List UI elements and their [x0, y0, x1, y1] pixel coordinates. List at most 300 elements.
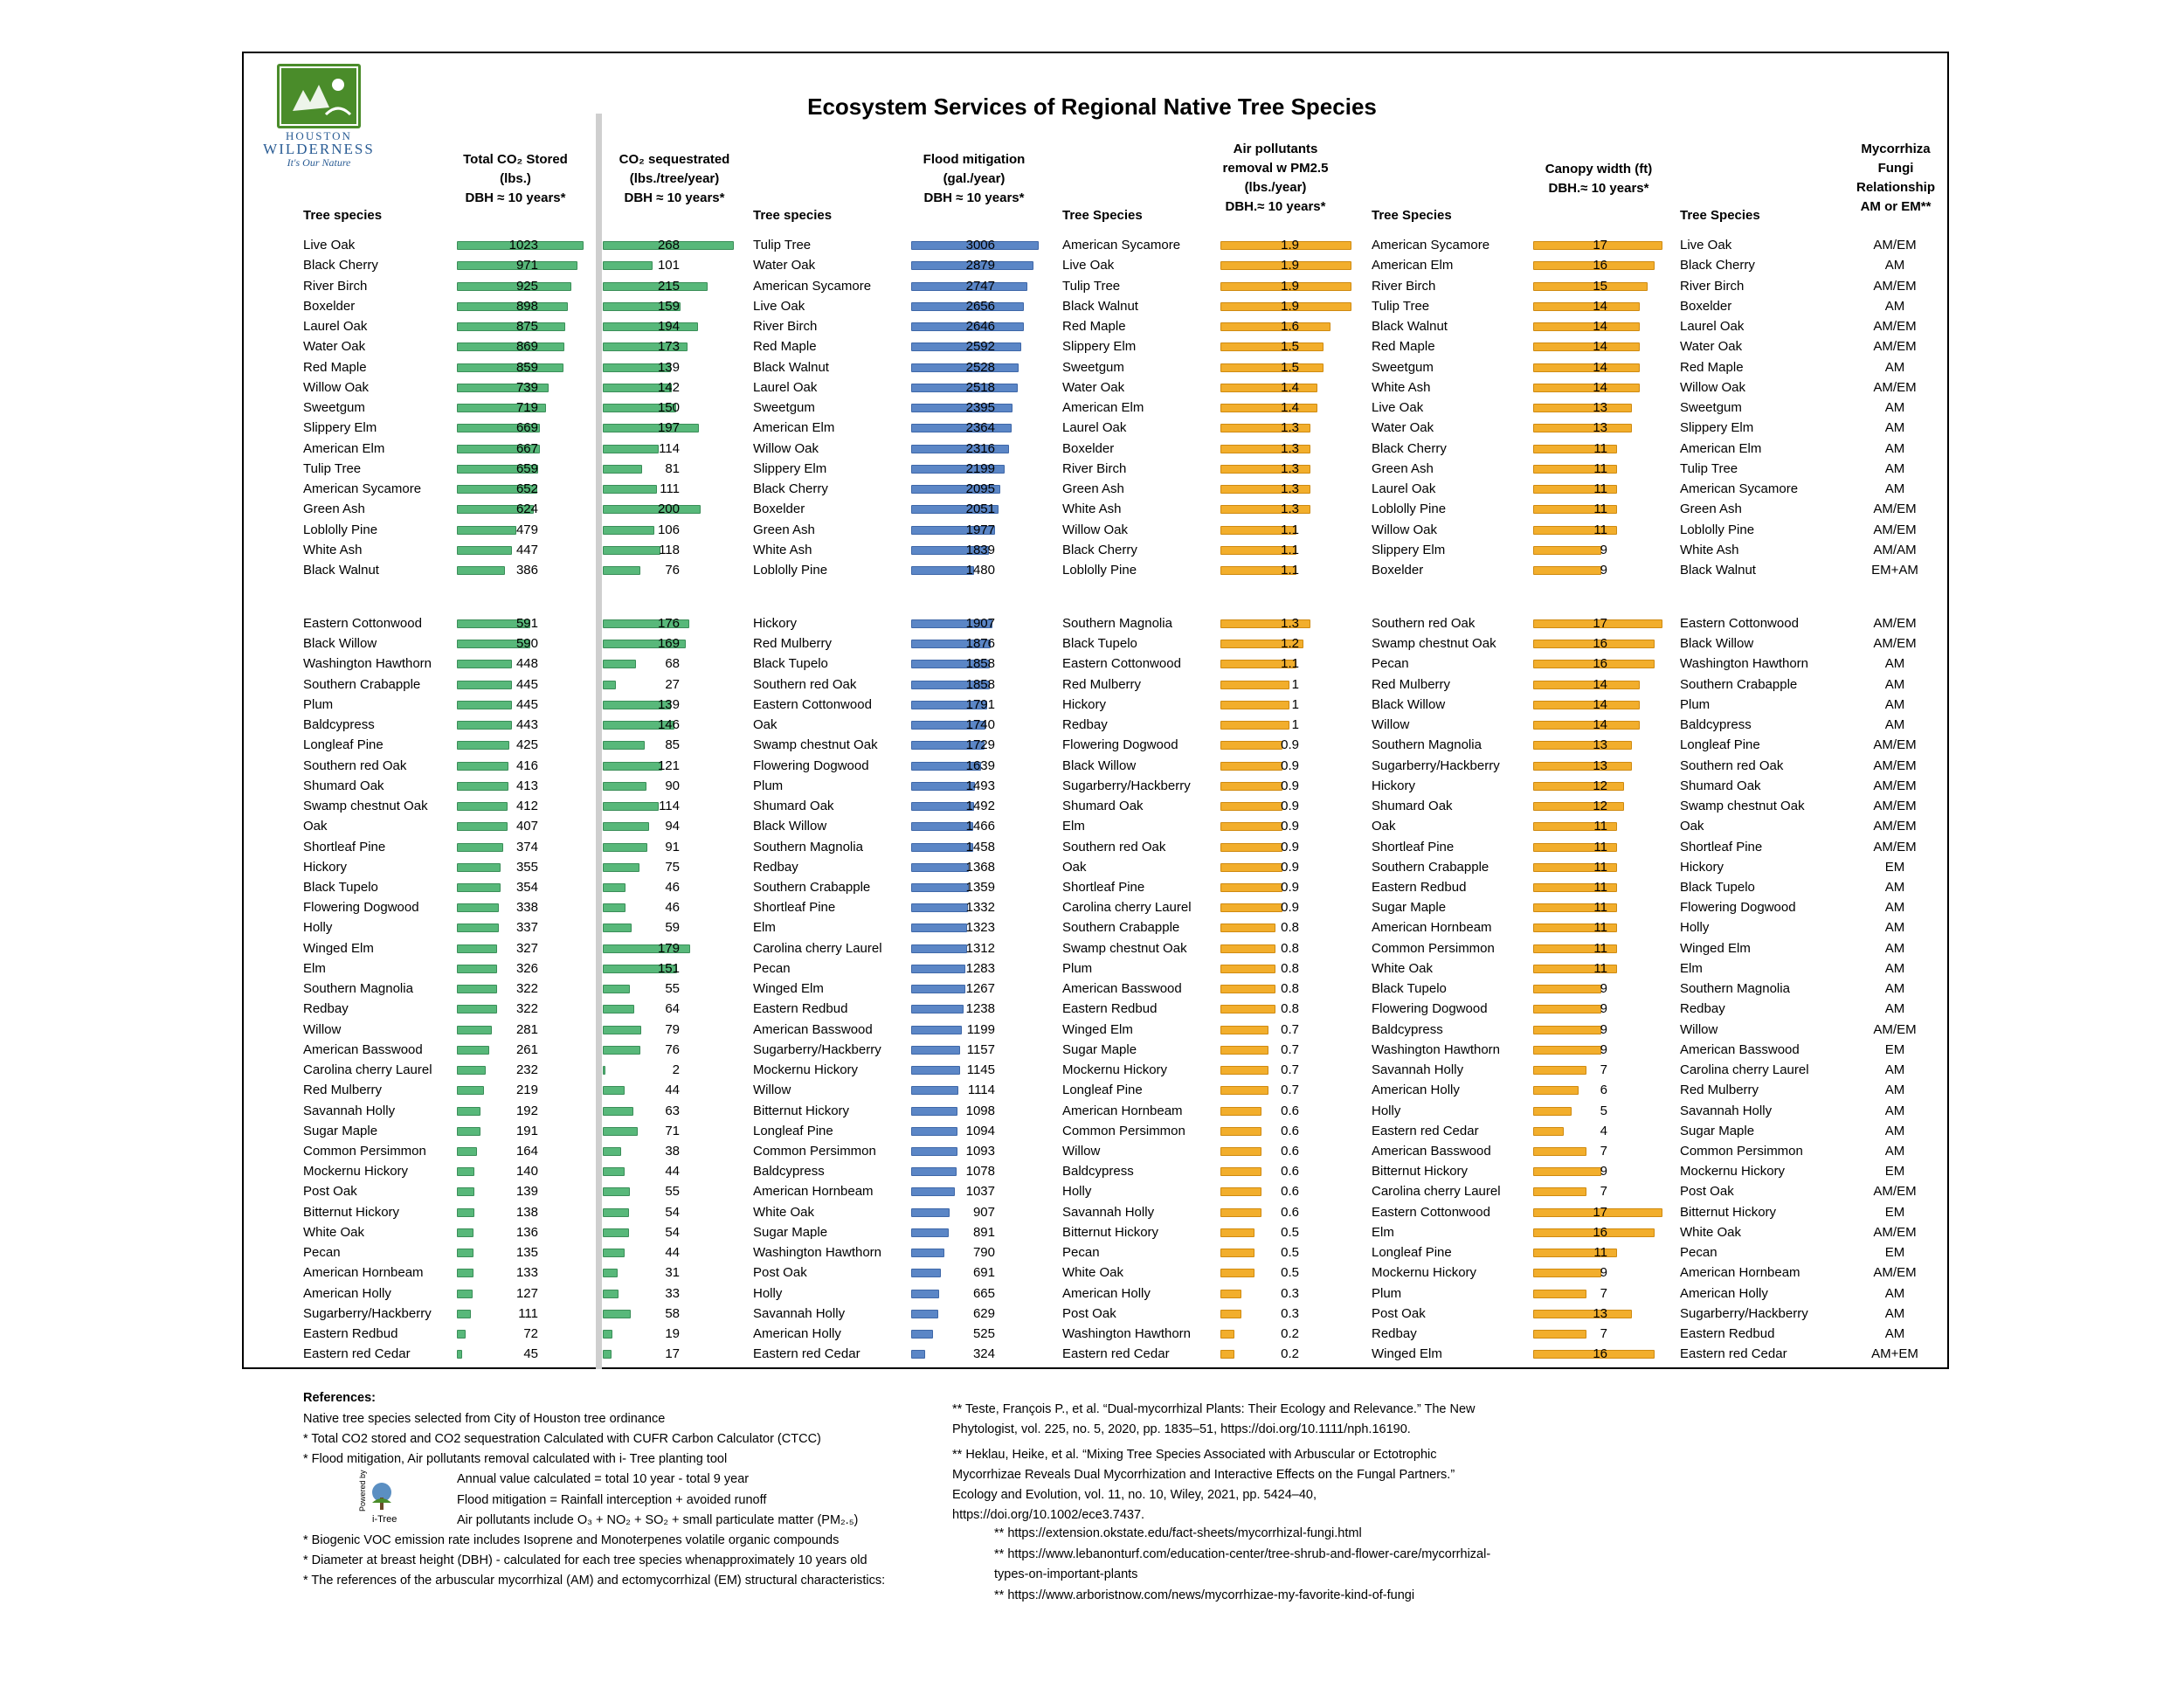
co2-seq-value: 106 [657, 522, 680, 537]
flood-value: 1094 [965, 1123, 995, 1138]
tree-name: Baldcypress [753, 1164, 825, 1180]
tree-species-header: Tree species [303, 208, 383, 223]
co2-seq-value: 27 [665, 676, 680, 692]
tree-name: Laurel Oak [753, 379, 818, 395]
tree-name: Mockernu Hickory [1372, 1265, 1477, 1281]
tree-name: American Holly [1062, 1285, 1151, 1301]
tree-name: River Birch [1062, 460, 1127, 476]
air-value: 1 [1291, 696, 1299, 712]
header-myco-line: AM or EM** [1860, 199, 1932, 214]
co2-seq-value: 215 [657, 278, 680, 294]
tree-name: Green Ash [753, 522, 815, 537]
mycorrhiza-relationship: AM [1884, 1083, 1905, 1098]
flood-value: 1238 [965, 1001, 995, 1017]
reference-note-line: * Biogenic VOC emission rate includes Isoprene and Monoterpenes volatile organic compounds [303, 1533, 840, 1547]
tree-name: Southern Crabapple [303, 676, 421, 692]
flood-value: 324 [972, 1346, 995, 1362]
flood-value: 1858 [965, 656, 995, 672]
tree-name: Hickory [1372, 778, 1416, 793]
mycorrhiza-relationship: AM/EM [1873, 737, 1917, 753]
tree-name: Black Walnut [753, 359, 829, 375]
tree-name: Black Cherry [753, 481, 828, 496]
co2-stored-bar [457, 1208, 474, 1217]
tree-name: Oak [303, 819, 328, 834]
co2-stored-value: 135 [515, 1245, 538, 1261]
itree-name: i-Tree [372, 1514, 397, 1525]
tree-name: American Holly [1372, 1083, 1460, 1098]
itree-note-line: Annual value calculated = total 10 year - total 9 year [457, 1472, 750, 1486]
tree-name: Southern Crabapple [753, 879, 871, 895]
flood-value: 1858 [965, 676, 995, 692]
mycorrhiza-relationship: AM/EM [1873, 616, 1917, 631]
co2-seq-value: 2 [672, 1062, 680, 1078]
tree-name: Laurel Oak [1680, 319, 1745, 334]
citation-url-line: types-on-important-plants [994, 1567, 1138, 1581]
header-air-line: removal w PM2.5 [1222, 161, 1329, 176]
itree-powered-by: Powered by [358, 1470, 367, 1512]
air-value: 0.6 [1281, 1164, 1299, 1180]
tree-name: Mockernu Hickory [1680, 1164, 1786, 1180]
canopy-value: 14 [1593, 717, 1607, 733]
itree-note-line: Air pollutants include O₃ + NO₂ + SO₂ + small particulate matter (PM₂.₅) [457, 1513, 859, 1527]
tree-name: American Sycamore [1680, 481, 1799, 496]
tree-name: Southern red Oak [1062, 839, 1166, 854]
flood-value: 1157 [966, 1041, 995, 1057]
tree-name: Black Tupelo [303, 879, 378, 895]
co2-seq-value: 71 [665, 1123, 680, 1138]
tree-name: Tulip Tree [1680, 460, 1738, 476]
tree-name: Eastern red Cedar [753, 1346, 860, 1362]
tree-name: Eastern red Cedar [1680, 1346, 1787, 1362]
tree-name: Eastern Redbud [1680, 1326, 1775, 1342]
tree-name: Southern red Oak [753, 676, 857, 692]
tree-name: Black Willow [753, 819, 827, 834]
tree-name: Sweetgum [1062, 359, 1124, 375]
tree-name: Boxelder [1680, 298, 1732, 314]
air-value: 1.9 [1281, 278, 1299, 294]
tree-name: Loblolly Pine [303, 522, 378, 537]
references-heading: References: [303, 1391, 377, 1405]
flood-value: 2364 [965, 420, 995, 436]
co2-stored-value: 479 [515, 522, 538, 537]
co2-stored-bar [457, 1147, 477, 1156]
flood-value: 1098 [965, 1103, 995, 1118]
flood-value: 2316 [965, 440, 995, 456]
flood-value: 2747 [965, 278, 995, 294]
tree-name: Common Persimmon [1062, 1123, 1185, 1138]
air-value: 0.7 [1281, 1062, 1299, 1078]
co2-stored-value: 133 [515, 1265, 538, 1281]
page-title: Ecosystem Services of Regional Native Tree Species [807, 93, 1377, 120]
canopy-value: 9 [1600, 563, 1607, 578]
tree-name: Southern red Oak [1680, 758, 1784, 773]
mycorrhiza-relationship: AM [1884, 1305, 1905, 1321]
canopy-value: 11 [1593, 460, 1607, 476]
tree-name: Shumard Oak [303, 778, 384, 793]
flood-value: 2656 [965, 298, 995, 314]
header-co2_stored-line: DBH ≈ 10 years* [465, 190, 566, 205]
tree-name: Black Willow [1062, 758, 1137, 773]
tree-name: White Oak [303, 1224, 365, 1240]
co2-stored-value: 322 [515, 1001, 538, 1017]
flood-value: 1729 [965, 737, 995, 753]
tree-name: Washington Hawthorn [1062, 1326, 1192, 1342]
tree-name: Redbay [1372, 1326, 1417, 1342]
tree-name: Common Persimmon [753, 1143, 876, 1159]
tree-name: Southern Magnolia [1372, 737, 1482, 753]
tree-name: Red Maple [1062, 319, 1126, 334]
tree-name: River Birch [1680, 278, 1745, 294]
flood-value: 2395 [965, 400, 995, 415]
co2-seq-value: 111 [660, 481, 680, 496]
tree-name: Eastern Redbud [1062, 1001, 1158, 1017]
header-co2_stored-line: Total CO₂ Stored [463, 152, 568, 167]
tree-name: Shumard Oak [753, 799, 834, 814]
tree-name: Willow Oak [303, 379, 370, 395]
co2-stored-value: 859 [515, 359, 538, 375]
tree-name: Carolina cherry Laurel [1372, 1184, 1501, 1200]
mycorrhiza-relationship: AM [1884, 440, 1905, 456]
tree-name: Black Willow [1680, 636, 1754, 652]
co2-stored-value: 407 [515, 819, 538, 834]
tree-name: Red Mulberry [1372, 676, 1451, 692]
co2-seq-value: 44 [665, 1164, 680, 1180]
tree-name: Flowering Dogwood [753, 758, 869, 773]
tree-name: Savannah Holly [753, 1305, 846, 1321]
tree-name: Sugar Maple [1372, 900, 1447, 916]
header-air-line: (lbs./year) [1244, 180, 1307, 195]
co2-stored-value: 327 [515, 940, 538, 956]
tree-name: Southern Crabapple [1062, 920, 1180, 936]
co2-seq-bar [603, 1350, 612, 1359]
air-bar [1220, 1350, 1234, 1359]
canopy-value: 11 [1593, 940, 1607, 956]
air-value: 1.5 [1281, 339, 1299, 355]
co2-stored-bar [457, 1228, 473, 1237]
flood-value: 2592 [965, 339, 995, 355]
air-value: 1.9 [1281, 298, 1299, 314]
tree-name: White Oak [1062, 1265, 1124, 1281]
tree-name: Washington Hawthorn [1680, 656, 1809, 672]
flood-value: 1907 [965, 616, 995, 631]
co2-stored-value: 412 [515, 799, 538, 814]
flood-value: 1458 [965, 839, 995, 854]
co2-seq-value: 118 [659, 542, 680, 557]
co2-seq-value: 17 [665, 1346, 680, 1362]
air-value: 0.5 [1281, 1224, 1299, 1240]
tree-name: Black Cherry [303, 258, 378, 273]
tree-name: Water Oak [753, 258, 816, 273]
tree-name: Swamp chestnut Oak [1680, 799, 1805, 814]
canopy-value: 7 [1600, 1062, 1607, 1078]
tree-name: Water Oak [1680, 339, 1743, 355]
co2-stored-value: 590 [515, 636, 538, 652]
co2-seq-value: 31 [665, 1265, 680, 1281]
co2-seq-value: 173 [657, 339, 680, 355]
tree-name: Eastern Cottonwood [303, 616, 422, 631]
tree-name: Southern Magnolia [303, 981, 413, 997]
flood-value: 790 [972, 1245, 995, 1261]
co2-stored-value: 138 [515, 1204, 538, 1220]
co2-stored-value: 337 [515, 920, 538, 936]
tree-species-header: Tree Species [1680, 208, 1760, 223]
canopy-value: 11 [1593, 920, 1607, 936]
tree-name: Live Oak [1680, 238, 1732, 253]
mycorrhiza-relationship: AM/EM [1873, 238, 1917, 253]
tree-name: Loblolly Pine [753, 563, 828, 578]
mycorrhiza-relationship: AM [1884, 258, 1905, 273]
tree-name: American Sycamore [753, 278, 872, 294]
mycorrhiza-relationship: AM/EM [1873, 1184, 1917, 1200]
tree-name: Winged Elm [1372, 1346, 1442, 1362]
air-value: 1.3 [1281, 481, 1299, 496]
tree-name: Oak [1062, 859, 1087, 875]
flood-value: 1791 [965, 696, 995, 712]
citation-url-line: ** https://www.arboristnow.com/news/mycorrhizae-my-favorite-kind-of-fungi [994, 1588, 1415, 1602]
tree-name: Black Tupelo [1680, 879, 1755, 895]
co2-stored-value: 232 [515, 1062, 538, 1078]
co2-seq-value: 194 [657, 319, 680, 334]
co2-stored-value: 374 [515, 839, 538, 854]
canopy-value: 11 [1593, 502, 1607, 517]
tree-name: Holly [1062, 1184, 1092, 1200]
flood-value: 1312 [965, 940, 995, 956]
tree-name: Elm [1372, 1224, 1394, 1240]
tree-name: White Oak [1372, 960, 1434, 976]
logo-line1: HOUSTON [286, 129, 352, 142]
co2-stored-value: 45 [523, 1346, 538, 1362]
tree-name: Tulip Tree [753, 238, 812, 253]
tree-name: Swamp chestnut Oak [303, 799, 428, 814]
co2-stored-value: 445 [515, 676, 538, 692]
tree-name: Hickory [303, 859, 348, 875]
tree-name: Flowering Dogwood [1062, 737, 1178, 753]
flood-value: 1359 [965, 879, 995, 895]
canopy-value: 17 [1593, 616, 1607, 631]
co2-seq-value: 94 [665, 819, 680, 834]
co2-seq-value: 64 [665, 1001, 680, 1017]
air-value: 1.1 [1281, 656, 1299, 672]
air-value: 0.6 [1281, 1184, 1299, 1200]
co2-seq-value: 169 [657, 636, 680, 652]
co2-seq-value: 46 [665, 900, 680, 916]
logo-line2: WILDERNESS [263, 141, 375, 157]
tree-name: Southern red Oak [303, 758, 407, 773]
mycorrhiza-relationship: AM [1884, 981, 1905, 997]
mycorrhiza-relationship: AM/EM [1873, 778, 1917, 793]
flood-value: 1332 [965, 900, 995, 916]
tree-name: American Hornbeam [303, 1265, 424, 1281]
mycorrhiza-relationship: EM [1884, 1041, 1905, 1057]
co2-seq-bar [603, 1269, 618, 1277]
header-canopy-line: DBH.≈ 10 years* [1548, 181, 1649, 196]
tree-name: American Basswood [753, 1021, 873, 1037]
tree-name: Black Tupelo [1372, 981, 1447, 997]
air-bar [1220, 1330, 1234, 1339]
mycorrhiza-relationship: AM [1884, 879, 1905, 895]
tree-name: Sweetgum [753, 400, 815, 415]
tree-name: Sweetgum [303, 400, 365, 415]
flood-value: 2199 [965, 460, 995, 476]
canopy-value: 11 [1593, 1245, 1607, 1261]
mycorrhiza-relationship: AM/EM [1873, 799, 1917, 814]
mycorrhiza-relationship: AM [1884, 960, 1905, 976]
co2-stored-value: 355 [515, 859, 538, 875]
tree-name: Oak [1372, 819, 1396, 834]
tree-species-header: Tree species [753, 208, 833, 223]
co2-seq-value: 55 [665, 981, 680, 997]
canopy-value: 16 [1593, 636, 1607, 652]
header-flood-line: Flood mitigation [923, 152, 1026, 167]
air-value: 1.1 [1281, 542, 1299, 557]
tree-name: Loblolly Pine [1680, 522, 1755, 537]
co2-seq-value: 55 [665, 1184, 680, 1200]
tree-name: Carolina cherry Laurel [303, 1062, 432, 1078]
canopy-value: 16 [1593, 1346, 1607, 1362]
tree-name: Eastern Redbud [753, 1001, 848, 1017]
mycorrhiza-relationship: AM/EM [1873, 1021, 1917, 1037]
mycorrhiza-relationship: AM [1884, 696, 1905, 712]
tree-name: White Oak [753, 1204, 815, 1220]
tree-name: Holly [753, 1285, 783, 1301]
mycorrhiza-relationship: EM [1884, 1164, 1905, 1180]
co2-stored-value: 219 [515, 1083, 538, 1098]
tree-name: Black Tupelo [753, 656, 828, 672]
air-value: 0.8 [1281, 981, 1299, 997]
tree-name: Willow [1372, 717, 1410, 733]
air-value: 1.5 [1281, 359, 1299, 375]
flood-value: 1037 [965, 1184, 995, 1200]
header-co2_seq [605, 150, 744, 208]
tree-name: Green Ash [1372, 460, 1434, 476]
tree-name: Oak [753, 717, 778, 733]
co2-seq-bar [603, 681, 616, 689]
flood-value: 1839 [965, 542, 995, 557]
tree-name: Baldcypress [1372, 1021, 1443, 1037]
tree-name: Longleaf Pine [303, 737, 384, 753]
co2-stored-value: 425 [515, 737, 538, 753]
tree-name: Post Oak [303, 1184, 357, 1200]
air-value: 1.2 [1281, 636, 1299, 652]
air-value: 0.3 [1281, 1305, 1299, 1321]
canopy-value: 14 [1593, 319, 1607, 334]
tree-name: Tulip Tree [1372, 298, 1430, 314]
header-flood [909, 150, 1040, 208]
co2-stored-value: 1023 [508, 238, 538, 253]
tree-name: Black Tupelo [1062, 636, 1137, 652]
tree-name: Holly [1372, 1103, 1401, 1118]
air-value: 0.9 [1281, 737, 1299, 753]
co2-stored-value: 869 [515, 339, 538, 355]
canopy-value: 9 [1600, 542, 1607, 557]
tree-name: White Ash [1062, 502, 1122, 517]
tree-name: Plum [303, 696, 334, 712]
tree-name: Boxelder [303, 298, 356, 314]
air-value: 1.4 [1281, 379, 1299, 395]
tree-name: White Ash [753, 542, 812, 557]
co2-seq-value: 114 [659, 440, 680, 456]
tree-name: Sugarberry/Hackberry [303, 1305, 432, 1321]
co2-stored-value: 898 [515, 298, 538, 314]
tree-name: Baldcypress [303, 717, 375, 733]
co2-seq-value: 176 [657, 616, 680, 631]
tree-name: Bitternut Hickory [1680, 1204, 1777, 1220]
tree-name: Black Willow [1372, 696, 1446, 712]
co2-seq-value: 76 [665, 563, 680, 578]
tree-name: Black Walnut [1680, 563, 1756, 578]
mycorrhiza-relationship: AM/EM [1873, 636, 1917, 652]
tree-name: Flowering Dogwood [303, 900, 419, 916]
air-value: 1.3 [1281, 460, 1299, 476]
tree-name: Southern Magnolia [1680, 981, 1790, 997]
mycorrhiza-relationship: EM [1884, 1204, 1905, 1220]
reference-note-line: Native tree species selected from City of Houston tree ordinance [303, 1412, 666, 1426]
tree-name: Swamp chestnut Oak [753, 737, 878, 753]
tree-name: Longleaf Pine [1372, 1245, 1452, 1261]
tree-name: Mockernu Hickory [753, 1062, 859, 1078]
canopy-value: 7 [1600, 1184, 1607, 1200]
canopy-value: 11 [1593, 440, 1607, 456]
co2-stored-value: 875 [515, 319, 538, 334]
co2-stored-bar [457, 1249, 473, 1257]
co2-stored-value: 652 [515, 481, 538, 496]
tree-name: Redbay [753, 859, 798, 875]
air-value: 0.7 [1281, 1021, 1299, 1037]
co2-stored-value: 281 [515, 1021, 538, 1037]
flood-value: 1977 [965, 522, 995, 537]
mycorrhiza-relationship: AM [1884, 400, 1905, 415]
flood-value: 1145 [966, 1062, 995, 1078]
tree-name: Sugarberry/Hackberry [1062, 778, 1191, 793]
flood-value: 2051 [965, 502, 995, 517]
flood-value: 907 [972, 1204, 995, 1220]
tree-name: Red Mulberry [1062, 676, 1142, 692]
tree-name: Red Maple [753, 339, 817, 355]
flood-value: 2095 [965, 481, 995, 496]
header-air-line: DBH.≈ 10 years* [1225, 199, 1326, 214]
mycorrhiza-relationship: AM [1884, 298, 1905, 314]
tree-name: Shortleaf Pine [1372, 839, 1455, 854]
tree-name: Laurel Oak [303, 319, 368, 334]
tree-name: Savannah Holly [1372, 1062, 1464, 1078]
tree-name: Hickory [753, 616, 798, 631]
air-value: 0.6 [1281, 1103, 1299, 1118]
air-value: 1.1 [1281, 522, 1299, 537]
reference-note-line: * Flood mitigation, Air pollutants removal calculated with i- Tree planting tool [303, 1452, 728, 1466]
tree-name: Washington Hawthorn [303, 656, 432, 672]
header-co2_seq-line: (lbs./tree/year) [629, 171, 720, 186]
mycorrhiza-relationship: AM/EM [1873, 379, 1917, 395]
co2-stored-value: 111 [518, 1305, 538, 1321]
flood-value: 1876 [965, 636, 995, 652]
tree-name: Red Mulberry [753, 636, 833, 652]
tree-name: American Elm [753, 420, 835, 436]
tree-name: American Basswood [303, 1041, 423, 1057]
tree-name: Red Mulberry [303, 1083, 383, 1098]
tree-name: Redbay [303, 1001, 349, 1017]
tree-name: Pecan [753, 960, 791, 976]
flood-value: 891 [972, 1224, 995, 1240]
tree-name: Southern Magnolia [1062, 616, 1172, 631]
canopy-value: 13 [1593, 400, 1607, 415]
co2-seq-value: 44 [665, 1245, 680, 1261]
mycorrhiza-relationship: AM [1884, 717, 1905, 733]
mycorrhiza-relationship: AM [1884, 656, 1905, 672]
mycorrhiza-relationship: AM/EM [1873, 522, 1917, 537]
air-value: 0.9 [1281, 758, 1299, 773]
citation-line: Mycorrhizae Reveals Dual Mycorrhization and Interactive Effects on the Fungal Partners.” [952, 1468, 1455, 1482]
tree-name: Eastern red Cedar [1062, 1346, 1170, 1362]
